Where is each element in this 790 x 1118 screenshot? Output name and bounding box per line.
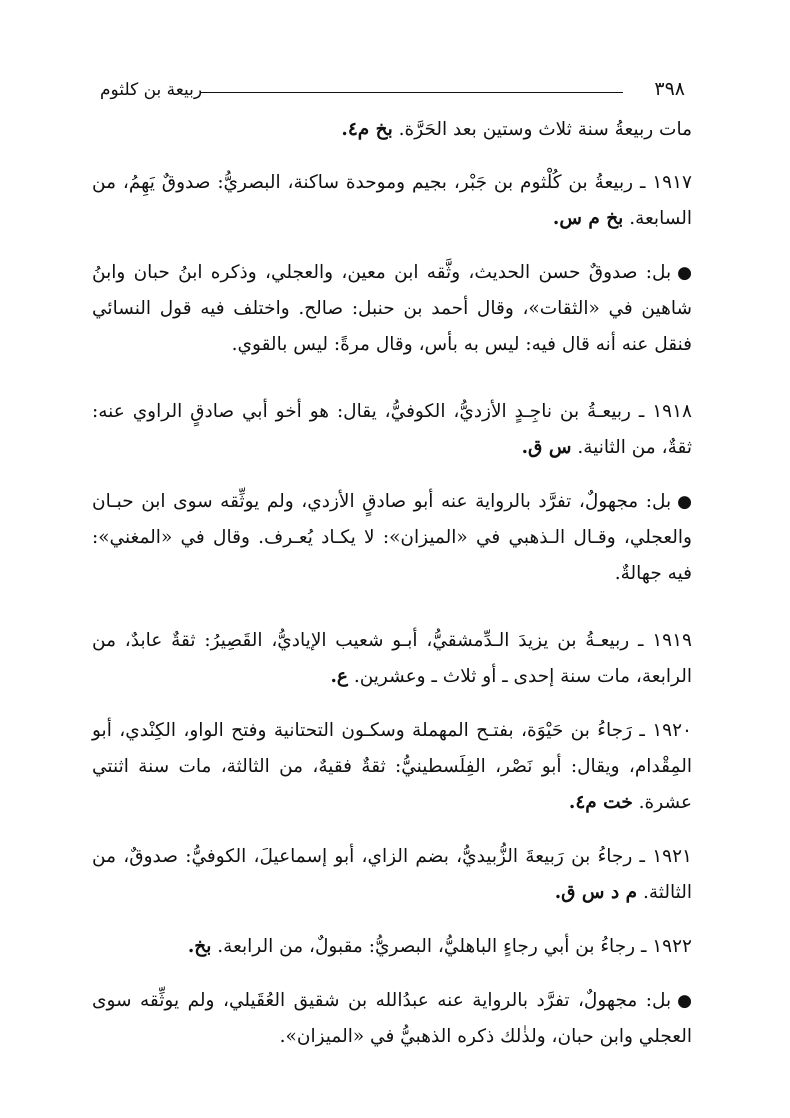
paragraph-text: ١٩٢٠ ـ رَجاءُ بن حَيْوَة، بفتـح المهملة وسكـون التحتانية وفتح الواو، الكِنْدي، أبو المِقْدام، ويقال: أبو نَصْر، الفِلَسطينيُّ: ثقةٌ فقيهٌ، من الثالثة، مات سنة اثنتي عشرة.: [92, 720, 692, 813]
bullet-icon: ●: [677, 263, 692, 283]
note-1918: [92, 484, 692, 592]
paragraph-text: بل: صدوقٌ حسن الحديث، وثَّقه ابن معين، والعجلي، وذكره ابنُ حبان وابنُ شاهين في «الثقات»، وقال أحمد بن حنبل: صالح. واختلف فيه قول النسائي فنقل عنه أنه قال فيه: ليس به بأس، وقال مرةً: ليس بالقوي.: [92, 262, 692, 355]
bullet-icon: ●: [677, 991, 692, 1011]
page-header: [100, 78, 685, 104]
paragraph-text: ١٩٢١ ـ رجاءُ بن رَبيعةَ الزُّبيديُّ، بضم الزاي، أبو إسماعيلَ، الكوفيُّ: صدوقٌ، من الثالثة.: [92, 846, 692, 903]
sigla: خت م٤.: [568, 792, 633, 813]
entry-1917: [92, 165, 692, 237]
entry-1918: [92, 394, 692, 466]
entry-1922: [92, 929, 692, 965]
paragraph-text: ١٩١٧ ـ ربيعةُ بن كُلْثوم بن جَبْر، بجيم وموحدة ساكنة، البصريُّ: صدوقٌ يَهِمُ، من السابعة.: [92, 172, 692, 229]
paragraph-text: مات ربيعةُ سنة ثلاث وستين بعد الحَرَّة.: [392, 119, 692, 140]
continuation-paragraph: [92, 112, 692, 148]
sigla: م د س ق.: [554, 882, 638, 903]
entry-1921: [92, 839, 692, 911]
bullet-icon: ●: [677, 492, 692, 512]
sigla: ع.: [330, 666, 348, 687]
paragraph-text: بل: مجهولٌ، تفرَّد بالرواية عنه أبو صادقٍ الأزدي، ولم يوثِّقه سوى ابن حبـان والعجلي، وقـال الـذهبي في «الميزان»: لا يكـاد يُعـرف. وقال في «المغني»: فيه جهالةٌ.: [92, 491, 692, 584]
sigla: بخ م س.: [552, 208, 624, 229]
note-1922: [92, 983, 692, 1055]
paragraph-text: ١٩٢٢ ـ رجاءُ بن أبي رجاءٍ الباهليُّ، البصريُّ: مقبولٌ، من الرابعة.: [211, 936, 692, 957]
paragraph-text: بل: مجهولٌ، تفرَّد بالرواية عنه عبدُالله بن شقيق العُقَيلي، ولم يوثِّقه سوى العجلي وابن حبان، ولذٰلك ذكره الذهبيُّ في «الميزان».: [92, 990, 692, 1047]
entry-1919: [92, 623, 692, 695]
page-number: ٣٩٨: [654, 78, 685, 100]
page-body: [92, 112, 692, 1055]
entry-1920: [92, 713, 692, 821]
paragraph-text: ١٩١٩ ـ ربيعـةُ بن يزيدَ الـدِّمشقيُّ، أبـو شعيب الإياديُّ، القَصِيرُ: ثقةٌ عابدٌ، من الرابعة، مات سنة إحدى ـ أو ثلاث ـ وعشرين.: [92, 630, 692, 687]
paragraph-text: ١٩١٨ ـ ربيعـةُ بن ناجِـدٍ الأزديُّ، الكوفيُّ، يقال: هو أخو أبي صادقٍ الراوي عنه: ثقةٌ، من الثانية.: [92, 401, 692, 458]
sigla: بخ م٤.: [341, 119, 393, 140]
note-1917: [92, 255, 692, 363]
sigla: بخ.: [187, 936, 212, 957]
sigla: س ق.: [521, 437, 572, 458]
running-title: ربيعة بن كلثوم: [100, 80, 203, 100]
header-rule: [200, 92, 623, 93]
